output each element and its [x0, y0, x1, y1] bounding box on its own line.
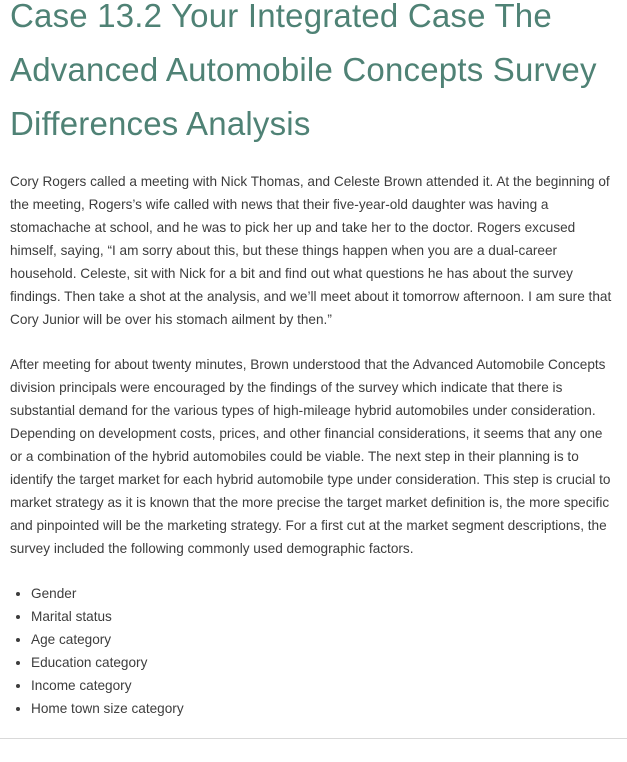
bottom-divider — [0, 738, 627, 739]
intro-paragraph: Cory Rogers called a meeting with Nick Thomas, and Celeste Brown attended it. At the beginning of the meeting, Rogers’s wife called with news that their five-year-old daughter was having a stomachache at school, and he was to pick her up and take her to the doctor. Rogers excused himself, saying, “I am sorry about this, but these things happen when you are a dual-career household. Celeste, sit with Nick for a bit and find out what questions he has about the survey findings. Then take a shot at the analysis, and we’ll meet about it tomorrow afternoon. I am sure that Cory Junior will be over his stomach ailment by then.” — [10, 174, 612, 327]
demographic-factors-list — [10, 582, 617, 720]
list-item: • Gender — [31, 582, 617, 605]
case-title: Case 13.2 Your Integrated Case The Advanced Automobile Concepts Survey Differences Analysis — [10, 0, 597, 142]
list-item: • Age category — [31, 628, 617, 651]
list-item: • Home town size category — [31, 697, 617, 720]
list-item: • Education category — [31, 651, 617, 674]
context-paragraph: After meeting for about twenty minutes, Brown understood that the Advanced Automobile Concepts division principals were encouraged by the findings of the survey which indicate that there is substantial demand for the various types of high-mileage hybrid automobiles under consideration. Depending on development costs, prices, and other financial considerations, it seems that any one or a combination of the hybrid automobiles could be viable. The next step in their planning is to identify the target market for each hybrid automobile type under consideration. This step is crucial to market strategy as it is known that the more precise the target market definition is, the more specific and pinpointed will be the marketing strategy. For a first cut at the market segment descriptions, the survey included the following commonly used demographic factors. — [10, 357, 611, 556]
list-item: • Marital status — [31, 605, 617, 628]
list-item: • Income category — [31, 674, 617, 697]
